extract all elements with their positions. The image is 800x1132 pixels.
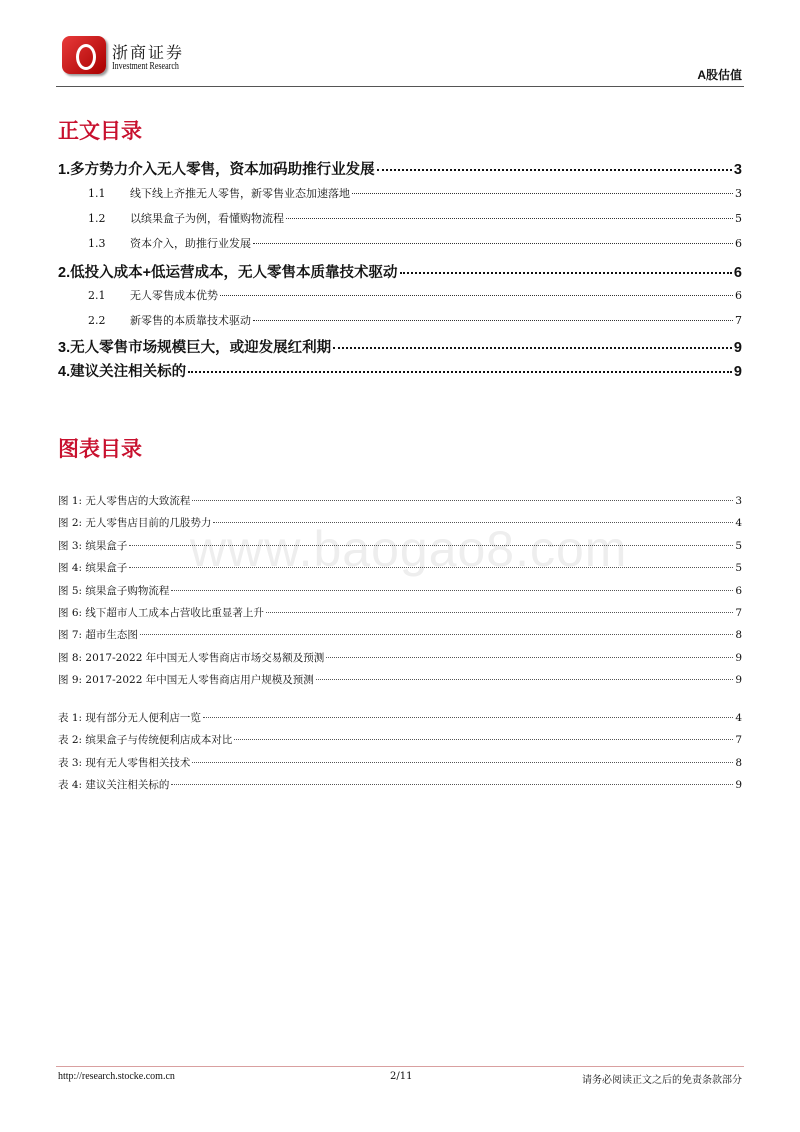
entry-text: 图 6: 线下超市人工成本占营收比重显著上升: [58, 607, 264, 619]
entry-number: 1.3: [88, 237, 106, 250]
brand-name: 浙商证券: [112, 43, 185, 62]
toc-entry[interactable]: [58, 493, 742, 508]
dot-leader: [192, 500, 733, 501]
footer-disclaimer: 请务必阅读正文之后的免责条款部分: [582, 1075, 742, 1086]
entry-page: 7: [735, 314, 742, 327]
entry-page: 5: [735, 212, 742, 225]
toc-entry[interactable]: [58, 583, 742, 598]
footer-url[interactable]: http://research.stocke.com.cn: [58, 1071, 175, 1082]
watermark: www.baogao8.com: [190, 521, 628, 577]
toc-entry[interactable]: [58, 672, 742, 687]
toc-entry[interactable]: [58, 627, 742, 642]
brand-subtitle: Investment Research: [112, 61, 179, 72]
entry-page: 3: [735, 187, 742, 200]
dot-leader: [316, 679, 734, 680]
dot-leader: [220, 295, 733, 296]
entry-text: 表 3: 现有无人零售相关技术: [58, 756, 191, 769]
entry-number: 2.2: [88, 314, 106, 327]
entry-text: 3.无人零售市场规模巨大，或迎发展红利期: [58, 340, 332, 356]
entry-page: 9: [733, 340, 742, 356]
entry-text: 图 2: 无人零售店目前的几股势力: [58, 517, 212, 530]
dot-leader: [352, 193, 733, 194]
dot-leader: [286, 218, 733, 219]
entry-number: 1.1: [88, 187, 106, 200]
entry-text: 表 2: 缤果盒子与传统便利店成本对比: [58, 734, 233, 747]
entry-page: 8: [735, 629, 742, 642]
toc-entry[interactable]: [88, 287, 742, 303]
toc-entry[interactable]: [58, 755, 742, 770]
footer-divider: [56, 1066, 744, 1067]
entry-text: 图 8: 2017-2022 年中国无人零售商店市场交易额及预测: [58, 651, 325, 664]
toc-entry[interactable]: [58, 710, 742, 725]
header-divider: [56, 86, 744, 87]
dot-leader: [192, 762, 733, 763]
toc-entry[interactable]: [58, 158, 742, 179]
dot-leader: [266, 612, 733, 613]
entry-text: 新零售的本质靠技术驱动: [130, 314, 251, 327]
entry-text: 1.多方势力介入无人零售，资本加码助推行业发展: [58, 162, 375, 178]
entry-text: 4.建议关注相关标的: [58, 364, 187, 380]
dot-leader: [253, 320, 733, 321]
dot-leader: [140, 634, 733, 635]
entry-text: 资本介入，助推行业发展: [130, 237, 251, 250]
entry-number: 1.2: [88, 212, 106, 225]
entry-text: 图 4: 缤果盒子: [58, 562, 128, 575]
entry-page: 3: [735, 495, 742, 507]
entry-text: 图 1: 无人零售店的大致流程: [58, 495, 191, 507]
entry-text: 图 5: 缤果盒子购物流程: [58, 584, 170, 597]
entry-page: 3: [733, 162, 742, 178]
entry-page: 4: [735, 517, 742, 530]
toc-entry[interactable]: [58, 336, 742, 357]
entry-text: 2.低投入成本+低运营成本，无人零售本质靠技术驱动: [58, 265, 398, 281]
entry-text: 图 7: 超市生态图: [58, 629, 138, 642]
entry-text: 无人零售成本优势: [130, 289, 218, 302]
entry-page: 7: [735, 734, 742, 747]
dot-leader: [171, 784, 733, 785]
entry-page: 6: [735, 289, 742, 302]
toc-entry[interactable]: [58, 261, 742, 282]
toc-entry[interactable]: [58, 360, 742, 381]
toc-entry[interactable]: [58, 650, 742, 665]
toc-entry[interactable]: [58, 515, 742, 530]
entry-text: 图 9: 2017-2022 年中国无人零售商店用户规模及预测: [58, 674, 314, 687]
dot-leader: [326, 657, 733, 658]
dot-leader: [400, 272, 732, 274]
toc-entry[interactable]: [88, 235, 742, 251]
toc-entry[interactable]: [58, 605, 742, 620]
toc-entry[interactable]: [88, 312, 742, 328]
dot-leader: [333, 347, 732, 349]
dot-leader: [188, 371, 732, 373]
entry-page: 9: [735, 651, 742, 664]
entry-text: 以缤果盒子为例，看懂购物流程: [130, 212, 284, 225]
dot-leader: [203, 717, 733, 718]
entry-text: 表 4: 建议关注相关标的: [58, 779, 170, 792]
page-number: 2/11: [390, 1071, 413, 1082]
dot-leader: [377, 169, 732, 171]
toc-title: 正文目录: [58, 120, 142, 143]
entry-text: 图 3: 缤果盒子: [58, 539, 128, 552]
dot-leader: [129, 567, 733, 568]
entry-text: 线下线上齐推无人零售，新零售业态加速落地: [130, 187, 350, 200]
entry-page: 9: [735, 779, 742, 792]
toc-entry[interactable]: [88, 185, 742, 201]
toc-entry[interactable]: [88, 210, 742, 226]
company-logo: [62, 36, 106, 74]
figures-title: 图表目录: [58, 438, 142, 461]
entry-page: 9: [735, 674, 742, 687]
entry-page: 5: [735, 562, 742, 575]
dot-leader: [213, 522, 733, 523]
toc-entry[interactable]: [58, 538, 742, 553]
entry-page: 6: [733, 265, 742, 281]
entry-number: 2.1: [88, 289, 106, 302]
toc-entry[interactable]: [58, 560, 742, 575]
entry-page: 7: [735, 607, 742, 619]
entry-page: 5: [735, 539, 742, 552]
entry-page: 9: [733, 364, 742, 380]
entry-page: 8: [735, 756, 742, 769]
dot-leader: [129, 545, 733, 546]
dot-leader: [234, 739, 733, 740]
entry-page: 4: [735, 712, 742, 724]
report-type: A股估值: [697, 68, 742, 82]
entry-page: 6: [735, 584, 742, 597]
toc-entry[interactable]: [58, 777, 742, 792]
toc-entry[interactable]: [58, 732, 742, 747]
dot-leader: [253, 243, 733, 244]
entry-page: 6: [735, 237, 742, 250]
dot-leader: [171, 590, 733, 591]
entry-text: 表 1: 现有部分无人便利店一览: [58, 712, 201, 724]
